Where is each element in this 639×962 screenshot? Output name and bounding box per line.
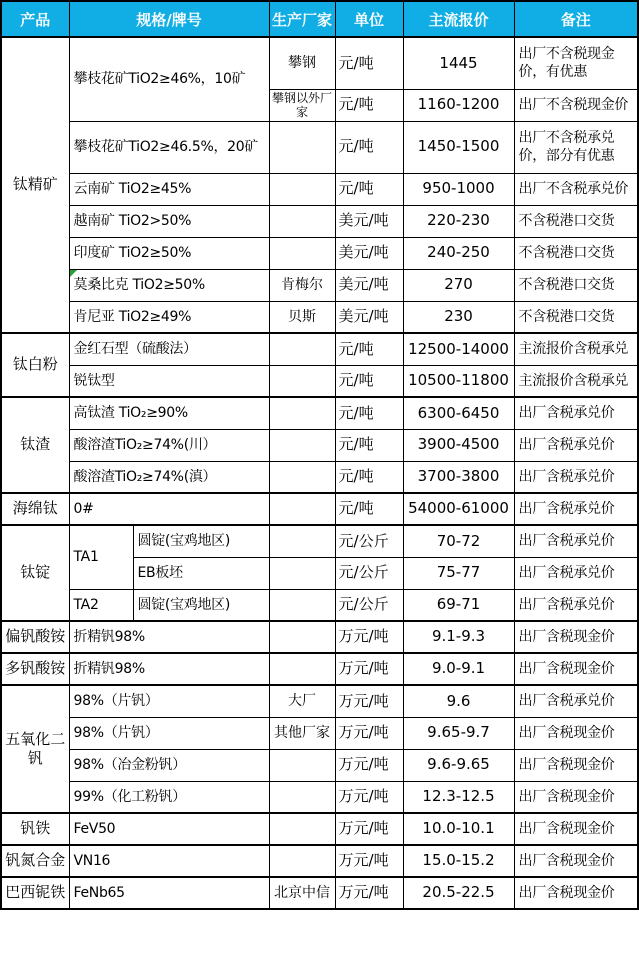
producer-cell: 北京中信 <box>269 877 335 909</box>
producer-cell: 大厂 <box>269 685 335 717</box>
spec-cell: 越南矿 TiO2>50% <box>69 205 269 237</box>
producer-cell <box>269 845 335 877</box>
header-spec: 规格/牌号 <box>69 1 269 37</box>
product-cell: 钒铁 <box>1 813 69 845</box>
unit-cell: 元/吨 <box>335 173 403 205</box>
producer-cell <box>269 525 335 557</box>
price-cell: 54000-61000 <box>403 493 514 525</box>
spec-cell: 印度矿 TiO2≥50% <box>69 237 269 269</box>
producer-cell: 其他厂家 <box>269 717 335 749</box>
product-cell: 钛渣 <box>1 397 69 493</box>
price-cell: 70-72 <box>403 525 514 557</box>
table-row <box>1 749 638 781</box>
price-cell: 10.0-10.1 <box>403 813 514 845</box>
remark-cell: 主流报价含税承兑 <box>514 365 638 397</box>
product-cell: 钛精矿 <box>1 37 69 333</box>
remark-cell: 出厂含税现金价 <box>514 749 638 781</box>
product-cell: 五氧化二钒 <box>1 685 69 813</box>
remark-cell: 出厂含税承兑价 <box>514 557 638 589</box>
header-row <box>1 1 638 37</box>
table-row <box>1 333 638 365</box>
spec-cell: 酸溶渣TiO₂≥74%(滇） <box>69 461 269 493</box>
header-producer: 生产厂家 <box>269 1 335 37</box>
table-row <box>1 781 638 813</box>
table-row <box>1 429 638 461</box>
spec-cell: TA1 <box>69 525 133 589</box>
remark-cell: 出厂含税现金价 <box>514 877 638 909</box>
table-row <box>1 717 638 749</box>
unit-cell: 元/吨 <box>335 397 403 429</box>
remark-cell: 出厂含税现金价 <box>514 653 638 685</box>
remark-cell: 出厂含税现金价 <box>514 813 638 845</box>
remark-cell: 出厂不含税现金价 <box>514 89 638 121</box>
remark-cell: 出厂含税承兑价 <box>514 685 638 717</box>
remark-cell: 出厂含税承兑价 <box>514 589 638 621</box>
table-row <box>1 301 638 333</box>
producer-cell <box>269 429 335 461</box>
price-cell: 10500-11800 <box>403 365 514 397</box>
unit-cell: 万元/吨 <box>335 653 403 685</box>
spec-cell: 99%（化工粉钒） <box>69 781 269 813</box>
spec-cell: 98%（片钒） <box>69 685 269 717</box>
unit-cell: 元/公斤 <box>335 589 403 621</box>
producer-cell <box>269 493 335 525</box>
header-unit: 单位 <box>335 1 403 37</box>
producer-cell <box>269 749 335 781</box>
remark-cell: 出厂不含税承兑价，部分有优惠 <box>514 121 638 173</box>
spec-cell: FeV50 <box>69 813 269 845</box>
producer-cell <box>269 173 335 205</box>
table-row <box>1 205 638 237</box>
producer-cell <box>269 121 335 173</box>
unit-cell: 万元/吨 <box>335 877 403 909</box>
remark-cell: 出厂含税承兑价 <box>514 461 638 493</box>
producer-cell: 贝斯 <box>269 301 335 333</box>
producer-cell: 攀钢以外厂家 <box>269 89 335 121</box>
unit-cell: 元/公斤 <box>335 557 403 589</box>
unit-cell: 万元/吨 <box>335 717 403 749</box>
producer-cell <box>269 621 335 653</box>
header-product: 产品 <box>1 1 69 37</box>
unit-cell: 万元/吨 <box>335 845 403 877</box>
spec-cell: 锐钛型 <box>69 365 269 397</box>
spec-cell: 酸溶渣TiO₂≥74%(川） <box>69 429 269 461</box>
table-row <box>1 877 638 909</box>
header-remark: 备注 <box>514 1 638 37</box>
producer-cell: 攀钢 <box>269 37 335 89</box>
price-cell: 3900-4500 <box>403 429 514 461</box>
spec-cell: 0# <box>69 493 269 525</box>
unit-cell: 元/吨 <box>335 461 403 493</box>
producer-cell <box>269 653 335 685</box>
unit-cell: 元/吨 <box>335 365 403 397</box>
price-cell: 9.6 <box>403 685 514 717</box>
producer-cell <box>269 781 335 813</box>
table-row <box>1 397 638 429</box>
remark-cell: 出厂含税现金价 <box>514 621 638 653</box>
price-cell: 230 <box>403 301 514 333</box>
producer-cell <box>269 589 335 621</box>
remark-cell: 不含税港口交货 <box>514 237 638 269</box>
table-row <box>1 589 638 621</box>
product-cell: 偏钒酸铵 <box>1 621 69 653</box>
spec-cell: 98%（片钒） <box>69 717 269 749</box>
unit-cell: 万元/吨 <box>335 781 403 813</box>
producer-cell <box>269 557 335 589</box>
price-cell: 9.6-9.65 <box>403 749 514 781</box>
unit-cell: 元/公斤 <box>335 525 403 557</box>
table-row <box>1 493 638 525</box>
producer-cell <box>269 813 335 845</box>
spec-cell: 高钛渣 TiO₂≥90% <box>69 397 269 429</box>
producer-cell <box>269 397 335 429</box>
table-row <box>1 365 638 397</box>
product-cell: 钒氮合金 <box>1 845 69 877</box>
table-row <box>1 37 638 89</box>
table-row <box>1 121 638 173</box>
spec-cell: 98%（冶金粉钒） <box>69 749 269 781</box>
unit-cell: 元/吨 <box>335 493 403 525</box>
table-row <box>1 525 638 557</box>
table-row <box>1 845 638 877</box>
table-row <box>1 813 638 845</box>
product-cell: 巴西铌铁 <box>1 877 69 909</box>
remark-cell: 不含税港口交货 <box>514 301 638 333</box>
price-cell: 15.0-15.2 <box>403 845 514 877</box>
table-row <box>1 461 638 493</box>
unit-cell: 万元/吨 <box>335 685 403 717</box>
remark-cell: 不含税港口交货 <box>514 269 638 301</box>
remark-cell: 出厂含税承兑价 <box>514 493 638 525</box>
price-cell: 9.65-9.7 <box>403 717 514 749</box>
price-cell: 3700-3800 <box>403 461 514 493</box>
unit-cell: 万元/吨 <box>335 813 403 845</box>
spec-cell: VN16 <box>69 845 269 877</box>
unit-cell: 万元/吨 <box>335 749 403 781</box>
remark-cell: 出厂含税承兑价 <box>514 525 638 557</box>
unit-cell: 美元/吨 <box>335 237 403 269</box>
unit-cell: 美元/吨 <box>335 269 403 301</box>
spec-cell: 圆锭(宝鸡地区) <box>133 525 269 557</box>
remark-cell: 出厂含税现金价 <box>514 717 638 749</box>
header-price: 主流报价 <box>403 1 514 37</box>
unit-cell: 元/吨 <box>335 37 403 89</box>
price-cell: 270 <box>403 269 514 301</box>
price-cell: 1160-1200 <box>403 89 514 121</box>
table-row <box>1 269 638 301</box>
price-cell: 20.5-22.5 <box>403 877 514 909</box>
remark-cell: 出厂不含税承兑价 <box>514 173 638 205</box>
unit-cell: 元/吨 <box>335 89 403 121</box>
producer-cell <box>269 333 335 365</box>
product-cell: 钛白粉 <box>1 333 69 397</box>
price-cell: 6300-6450 <box>403 397 514 429</box>
price-cell: 69-71 <box>403 589 514 621</box>
table-row <box>1 685 638 717</box>
price-cell: 1445 <box>403 37 514 89</box>
spec-cell: 莫桑比克 TiO2≥50% <box>69 269 269 301</box>
remark-cell: 出厂含税现金价 <box>514 845 638 877</box>
producer-cell <box>269 205 335 237</box>
table-row <box>1 653 638 685</box>
unit-cell: 美元/吨 <box>335 205 403 237</box>
remark-cell: 出厂含税现金价 <box>514 781 638 813</box>
producer-cell <box>269 365 335 397</box>
spec-cell: EB板坯 <box>133 557 269 589</box>
remark-cell: 出厂含税承兑价 <box>514 429 638 461</box>
producer-cell: 肯梅尔 <box>269 269 335 301</box>
spec-cell: 肯尼亚 TiO2≥49% <box>69 301 269 333</box>
table-body <box>1 37 638 909</box>
unit-cell: 美元/吨 <box>335 301 403 333</box>
remark-cell: 不含税港口交货 <box>514 205 638 237</box>
price-cell: 12.3-12.5 <box>403 781 514 813</box>
spec-cell: 金红石型（硫酸法） <box>69 333 269 365</box>
unit-cell: 元/吨 <box>335 121 403 173</box>
product-cell: 钛锭 <box>1 525 69 621</box>
product-cell: 海绵钛 <box>1 493 69 525</box>
price-cell: 1450-1500 <box>403 121 514 173</box>
spec-cell: 折精钒98% <box>69 621 269 653</box>
spec-cell: TA2 <box>69 589 133 621</box>
price-cell: 9.1-9.3 <box>403 621 514 653</box>
remark-cell: 出厂含税承兑价 <box>514 397 638 429</box>
producer-cell <box>269 237 335 269</box>
spec-cell: 圆锭(宝鸡地区) <box>133 589 269 621</box>
product-cell: 多钒酸铵 <box>1 653 69 685</box>
price-cell: 950-1000 <box>403 173 514 205</box>
table-row <box>1 621 638 653</box>
table-row <box>1 237 638 269</box>
spec-cell: FeNb65 <box>69 877 269 909</box>
price-cell: 12500-14000 <box>403 333 514 365</box>
price-cell: 240-250 <box>403 237 514 269</box>
remark-cell: 主流报价含税承兑 <box>514 333 638 365</box>
price-cell: 9.0-9.1 <box>403 653 514 685</box>
unit-cell: 元/吨 <box>335 429 403 461</box>
spec-cell: 攀枝花矿TiO2≥46.5%，20矿 <box>69 121 269 173</box>
remark-cell: 出厂不含税现金价，有优惠 <box>514 37 638 89</box>
unit-cell: 万元/吨 <box>335 621 403 653</box>
spec-cell: 云南矿 TiO2≥45% <box>69 173 269 205</box>
producer-cell <box>269 461 335 493</box>
spec-cell: 折精钒98% <box>69 653 269 685</box>
table-row <box>1 173 638 205</box>
unit-cell: 元/吨 <box>335 333 403 365</box>
price-cell: 75-77 <box>403 557 514 589</box>
spec-cell: 攀枝花矿TiO2≥46%，10矿 <box>69 37 269 121</box>
price-cell: 220-230 <box>403 205 514 237</box>
